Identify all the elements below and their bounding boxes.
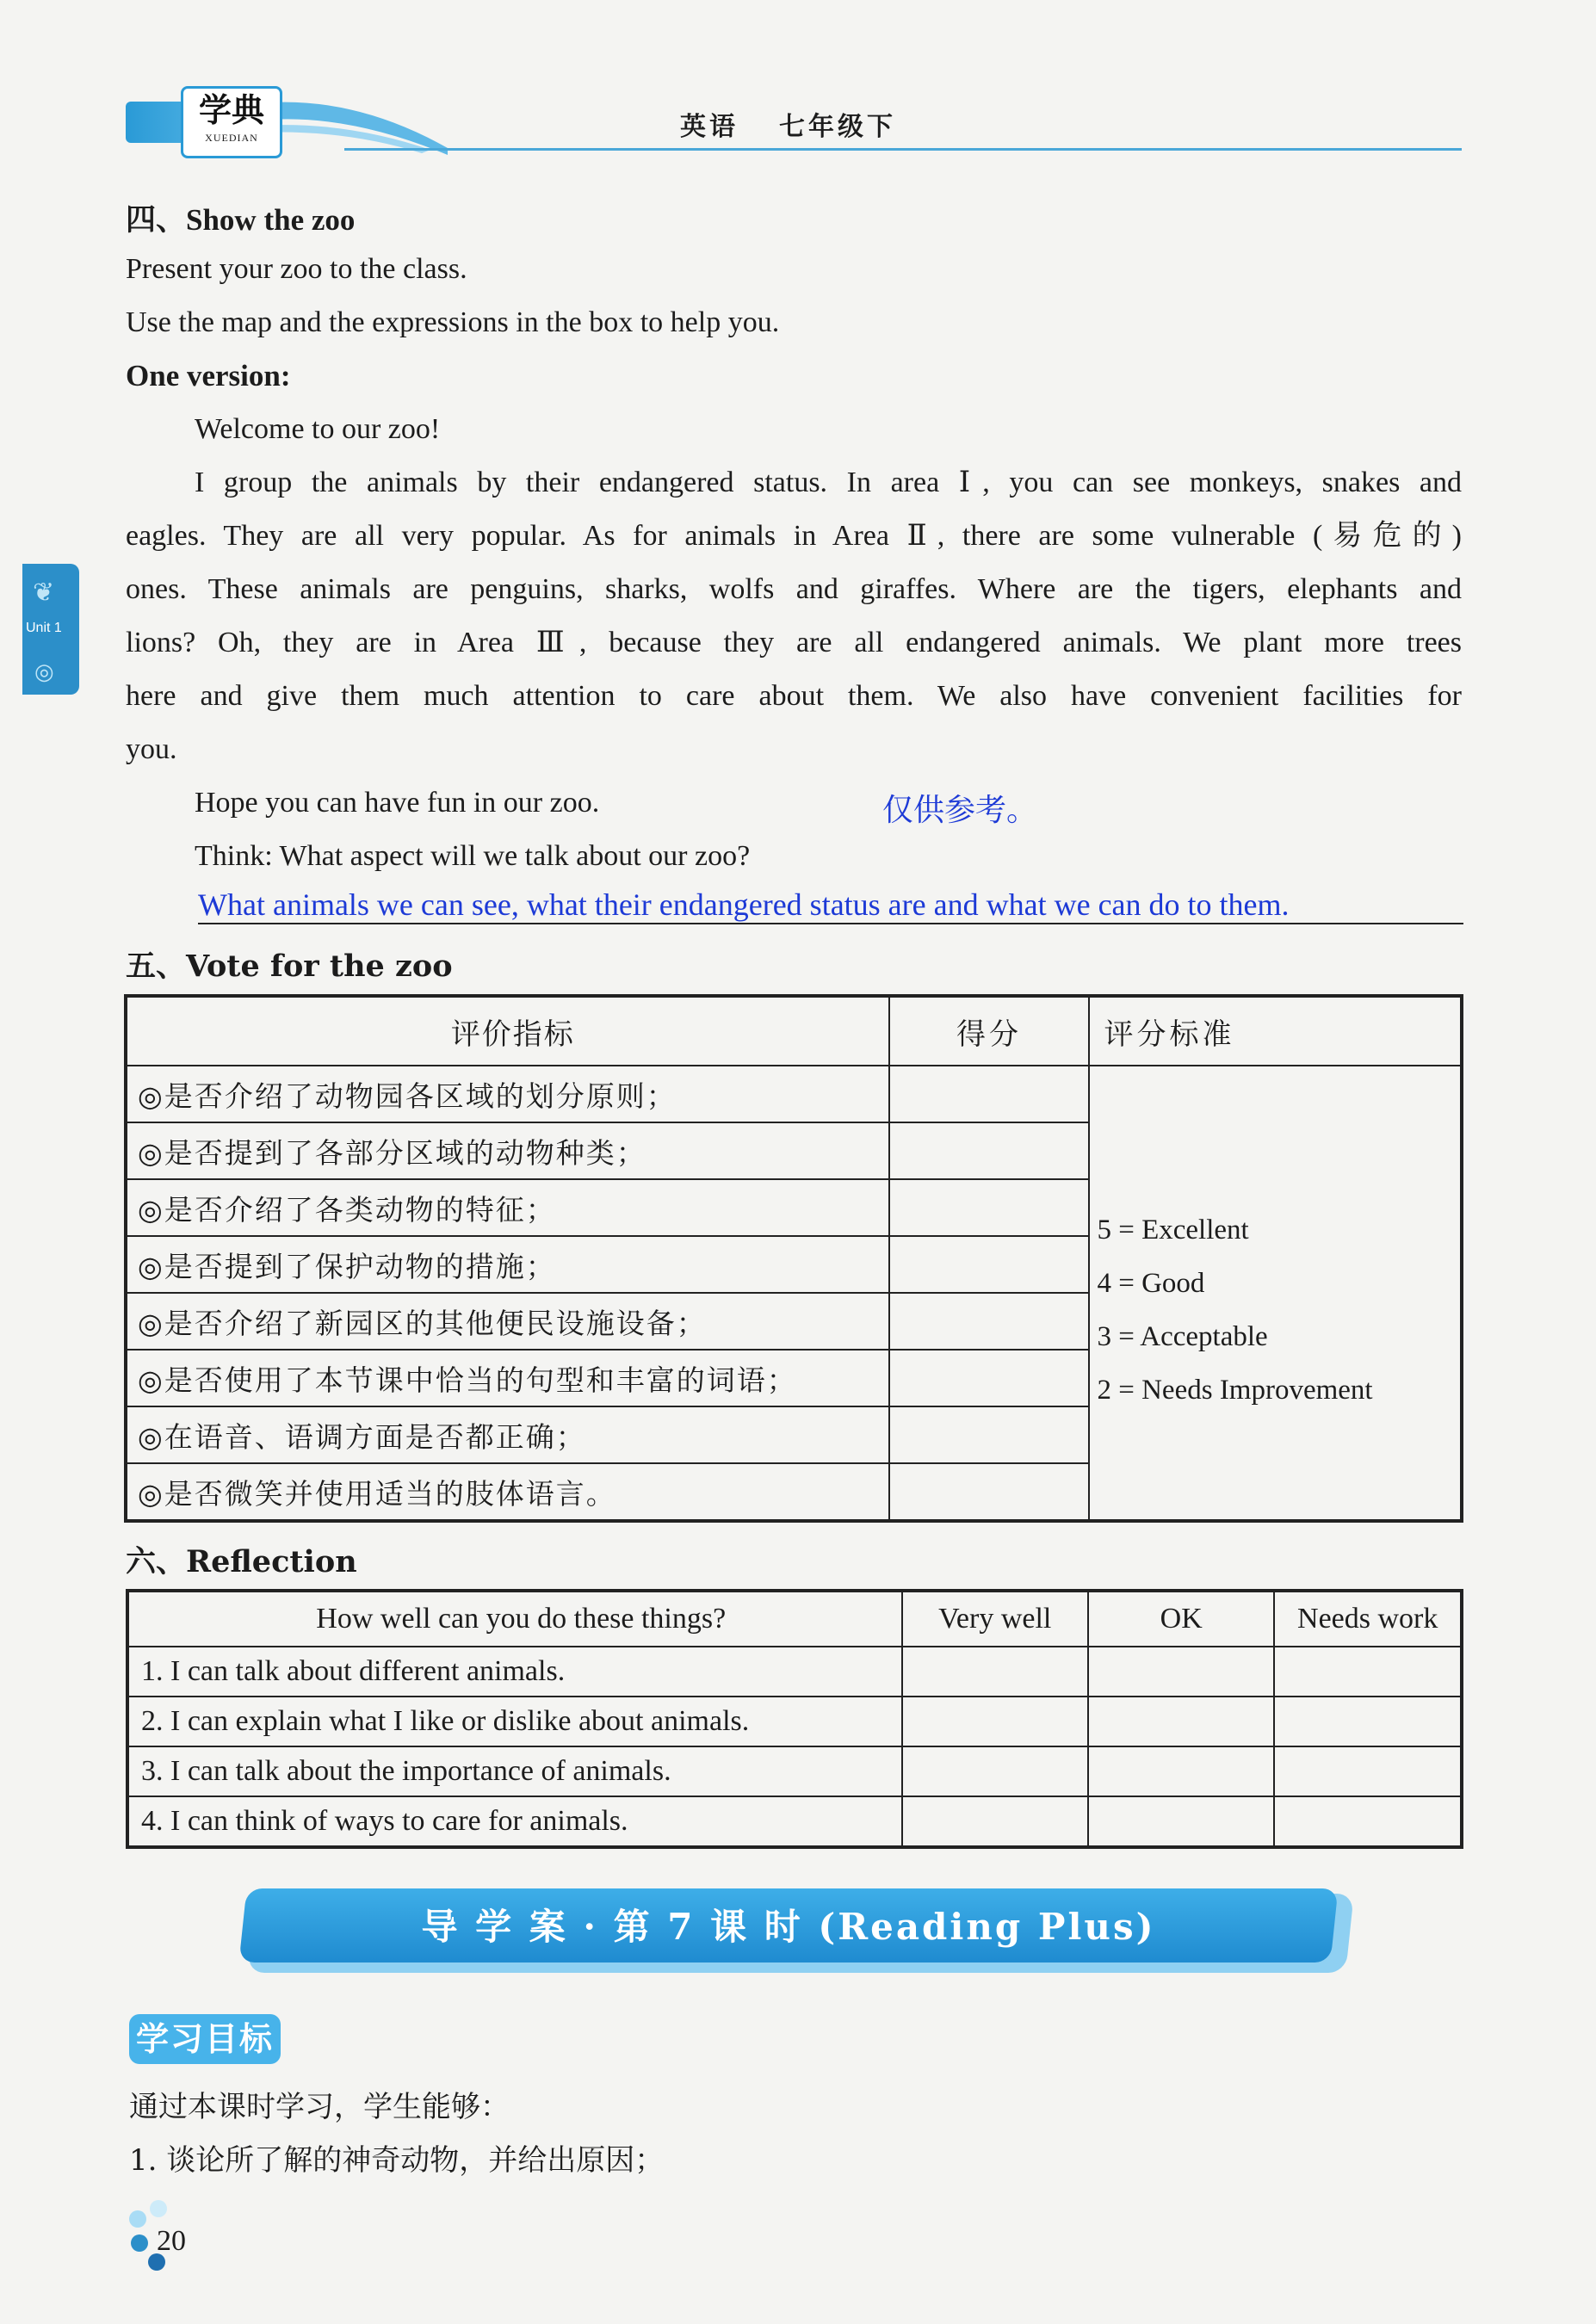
section6-heading: 六、Reflection: [126, 1544, 357, 1579]
section4-line2: Use the map and the expressions in the box to help you.: [126, 306, 780, 338]
section4-heading: 四、Show the zoo: [126, 203, 356, 237]
table-row: [128, 1647, 1461, 1697]
hope-line: Hope you can have fun in our zoo.: [195, 787, 600, 819]
answer-line: What animals we can see, what their endangered status are and what we can do to them.: [198, 887, 1463, 924]
para-line: you.: [126, 733, 177, 765]
page-number: 20: [157, 2225, 186, 2257]
footer-dot: [129, 2210, 146, 2228]
section4-line1: Present your zoo to the class.: [126, 253, 467, 285]
para-line: lions? Oh, they are in Area Ⅲ, because they are all endangered animals. We plant more trees: [126, 627, 1462, 658]
logo-subtext: XUEDIAN: [205, 132, 258, 144]
logo: [181, 86, 282, 158]
footer-dot: [131, 2234, 148, 2252]
reflection-item: 1. I can talk about different animals.: [128, 1647, 902, 1697]
table-header-row: [128, 1592, 1461, 1647]
score-cell[interactable]: [889, 1293, 1090, 1350]
table-row: [127, 1066, 1461, 1122]
score-cell[interactable]: [889, 1350, 1090, 1406]
scale-item: 2 = Needs Improvement: [1097, 1375, 1373, 1406]
check-cell[interactable]: [1274, 1647, 1461, 1697]
criteria-cell: ◎是否介绍了各类动物的特征；: [127, 1179, 889, 1236]
check-cell[interactable]: [902, 1697, 1088, 1746]
score-cell[interactable]: [889, 1066, 1090, 1122]
criteria-cell: ◎是否微笑并使用适当的肢体语言。: [127, 1463, 889, 1520]
criteria-cell: ◎是否使用了本节课中恰当的句型和丰富的词语；: [127, 1350, 889, 1406]
table-header-row: [127, 997, 1461, 1066]
section5-heading: 五、Vote for the zoo: [126, 949, 453, 984]
reflection-item: 3. I can talk about the importance of animals.: [128, 1746, 902, 1796]
logo-text: 学典: [198, 90, 264, 129]
criteria-cell: ◎是否提到了各部分区域的动物种类；: [127, 1122, 889, 1179]
criteria-cell: ◎是否介绍了动物园各区域的划分原则；: [127, 1066, 889, 1122]
criteria-cell: ◎是否介绍了新园区的其他便民设施设备；: [127, 1293, 889, 1350]
header-needs-work: Needs work: [1274, 1592, 1461, 1647]
footer-dot: [150, 2200, 167, 2217]
header-standard: 评分标准: [1089, 997, 1461, 1066]
wing-icon: ❦: [33, 578, 55, 607]
version-label: One version:: [126, 359, 291, 392]
criteria-cell: ◎在语音、语调方面是否都正确；: [127, 1406, 889, 1463]
reflection-item: 2. I can explain what I like or dislike about animals.: [128, 1697, 902, 1746]
reference-note: 仅供参考。: [882, 793, 1038, 828]
check-cell[interactable]: [902, 1796, 1088, 1846]
check-cell[interactable]: [1274, 1697, 1461, 1746]
swirl-icon: ◎: [34, 658, 54, 684]
scale-item: 5 = Excellent: [1097, 1215, 1249, 1245]
scale-cell: [1089, 1066, 1461, 1520]
lesson-banner-title: 导 学 案 · 第 7 课 时 (Reading Plus): [421, 1906, 1156, 1948]
reflection-item: 4. I can think of ways to care for animals.: [128, 1796, 902, 1846]
think-question: Think: What aspect will we talk about our zoo?: [195, 840, 751, 872]
header-score: 得分: [889, 997, 1090, 1066]
score-cell[interactable]: [889, 1122, 1090, 1179]
check-cell[interactable]: [1088, 1796, 1274, 1846]
unit-side-tab: [22, 564, 79, 695]
reflection-table: [127, 1591, 1462, 1847]
score-cell[interactable]: [889, 1179, 1090, 1236]
check-cell[interactable]: [902, 1746, 1088, 1796]
objective-item: 1. 谈论所了解的神奇动物，并给出原因；: [129, 2143, 665, 2178]
para-line: here and give them much attention to care about them. We also have convenient facilities for: [126, 680, 1462, 712]
vote-table: [126, 996, 1462, 1521]
header-question: How well can you do these things?: [128, 1592, 902, 1647]
score-cell[interactable]: [889, 1406, 1090, 1463]
header-very-well: Very well: [902, 1592, 1088, 1647]
check-cell[interactable]: [1274, 1796, 1461, 1846]
check-cell[interactable]: [1274, 1746, 1461, 1796]
header-subject: 英语: [680, 112, 739, 142]
table-row: [128, 1796, 1461, 1846]
para-line: ones. These animals are penguins, sharks, wolfs and giraffes. Where are the tigers, elephants and: [126, 573, 1462, 605]
objectives-badge: 学习目标: [129, 2014, 281, 2064]
header-criteria: 评价指标: [127, 997, 889, 1066]
check-cell[interactable]: [902, 1647, 1088, 1697]
header-ok: OK: [1088, 1592, 1274, 1647]
scale-item: 4 = Good: [1097, 1268, 1205, 1299]
table-row: [128, 1697, 1461, 1746]
unit-label: Unit 1: [26, 621, 62, 635]
score-cell[interactable]: [889, 1236, 1090, 1293]
criteria-cell: ◎是否提到了保护动物的措施；: [127, 1236, 889, 1293]
para-line: eagles. They are all very popular. As for animals in Area Ⅱ, there are some vulnerable (易危的): [126, 520, 1462, 552]
check-cell[interactable]: [1088, 1647, 1274, 1697]
scale-item: 3 = Acceptable: [1097, 1321, 1268, 1352]
para-line: I group the animals by their endangered status. In area Ⅰ, you can see monkeys, snakes and: [195, 467, 1462, 498]
welcome-line: Welcome to our zoo!: [195, 413, 441, 445]
check-cell[interactable]: [1088, 1746, 1274, 1796]
header-rule: [344, 148, 1462, 151]
check-cell[interactable]: [1088, 1697, 1274, 1746]
score-cell[interactable]: [889, 1463, 1090, 1520]
header-swoosh: [258, 95, 448, 155]
table-row: [128, 1746, 1461, 1796]
header-grade: 七年级下: [779, 112, 896, 142]
objectives-intro: 通过本课时学习，学生能够：: [129, 2090, 510, 2124]
